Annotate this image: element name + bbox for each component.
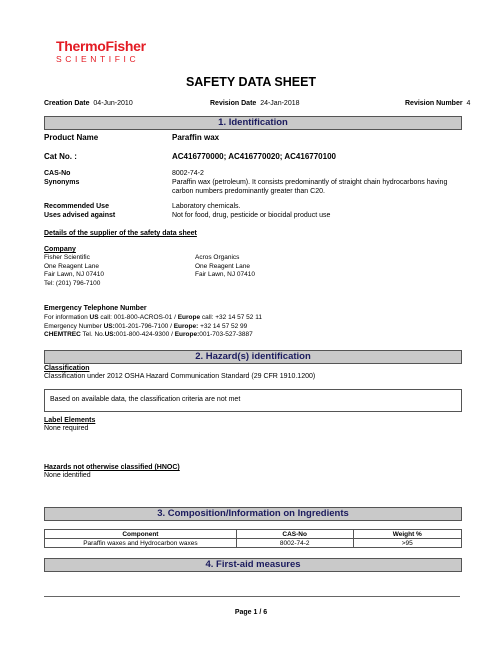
company-left-line: Fisher Scientific xyxy=(44,254,90,261)
emergency-line-3: CHEMTREC Tel. No.US:001-800-424-9300 / Europe:001-703-527-3887 xyxy=(44,331,253,338)
emergency-line-2: Emergency Number US:001-201-796-7100 / Europe: +32 14 57 52 99 xyxy=(44,322,248,330)
classification-box-text: Based on available data, the classification criteria are not met xyxy=(50,396,241,403)
company-acros xyxy=(195,254,255,280)
table-row xyxy=(45,539,462,548)
recommended-use-value: Laboratory chemicals. xyxy=(172,203,241,210)
revision-date-value: 24-Jan-2018 xyxy=(260,100,300,107)
creation-date-label: Creation Date xyxy=(44,100,90,107)
emergency-numbers xyxy=(44,314,262,340)
uses-advised-against-value: Not for food, drug, pesticide or biocidal product use xyxy=(172,212,331,219)
company-right-line: One Reagent Lane xyxy=(195,262,250,270)
column-header: Weight % xyxy=(353,530,461,539)
table-cell: Paraffin waxes and Hydrocarbon waxes xyxy=(45,539,237,548)
revision-date-label: Revision Date xyxy=(210,100,257,107)
company-left-line: Tel: (201) 796-7100 xyxy=(44,279,101,287)
product-name-label: Product Name xyxy=(44,133,99,142)
document-title: SAFETY DATA SHEET xyxy=(185,75,317,89)
classification-label: Classification xyxy=(44,365,90,372)
emergency-line-1: For information US call: 001-800-ACROS-01 / Europe call: +32 14 57 52 11 xyxy=(44,314,262,321)
product-name-value: Paraffin wax xyxy=(172,133,220,142)
table-cell: >95 xyxy=(353,539,461,548)
company-right-line: Acros Organics xyxy=(195,254,240,261)
uses-advised-against-label: Uses advised against xyxy=(44,212,116,219)
synonyms-line-1: Paraffin wax (petroleum). It consists predominantly of straight chain hydrocarbons having xyxy=(172,179,448,186)
column-header: Component xyxy=(45,530,237,539)
section-4-header: 4. First-aid measures xyxy=(44,558,462,572)
recommended-use-label: Recommended Use xyxy=(44,203,109,210)
column-header: CAS-No xyxy=(236,530,353,539)
company-right-line: Fair Lawn, NJ 07410 xyxy=(195,271,255,278)
label-elements-text: None required xyxy=(44,425,89,432)
logo-subtitle: SCIENTIFIC xyxy=(56,54,140,64)
cas-value: 8002-74-2 xyxy=(172,170,204,177)
cas-label: CAS-No xyxy=(44,170,71,177)
company-left-line: One Reagent Lane xyxy=(44,262,99,270)
revision-number xyxy=(405,100,470,107)
section-3-header: 3. Composition/Information on Ingredients xyxy=(44,507,462,521)
cat-no-label: Cat No. : xyxy=(44,152,77,161)
composition-table xyxy=(44,529,462,548)
emergency-heading: Emergency Telephone Number xyxy=(44,305,147,312)
company-label: Company xyxy=(44,246,76,253)
synonyms-line-2: carbon numbers predominantly greater than C20. xyxy=(172,188,325,195)
company-left-line: Fair Lawn, NJ 07410 xyxy=(44,271,104,278)
thermofisher-logo: ThermoFisher xyxy=(56,38,146,54)
label-elements-heading: Label Elements xyxy=(44,417,96,424)
table-cell: 8002-74-2 xyxy=(236,539,353,548)
section-1-header: 1. Identification xyxy=(44,116,462,130)
classification-text: Classification under 2012 OSHA Hazard Communication Standard (29 CFR 1910.1200) xyxy=(44,373,316,380)
hnoc-text: None identified xyxy=(44,472,91,479)
creation-date xyxy=(44,100,133,107)
cat-no-value: AC416770000; AC416770020; AC416770100 xyxy=(172,152,336,161)
synonyms-label: Synonyms xyxy=(44,179,80,186)
section-2-header: 2. Hazard(s) identification xyxy=(44,350,462,364)
footer-rule xyxy=(44,596,460,597)
classification-box xyxy=(44,389,462,412)
revision-number-value: 4 xyxy=(466,100,471,107)
supplier-heading: Details of the supplier of the safety data sheet xyxy=(44,230,197,237)
page-number: Page 1 / 6 xyxy=(234,609,268,616)
company-fisher xyxy=(44,254,104,288)
table-header-row xyxy=(45,530,462,539)
revision-number-label: Revision Number xyxy=(405,100,463,107)
hnoc-heading: Hazards not otherwise classified (HNOC) xyxy=(44,464,180,471)
revision-date xyxy=(210,100,300,107)
creation-date-value: 04-Jun-2010 xyxy=(93,100,133,107)
